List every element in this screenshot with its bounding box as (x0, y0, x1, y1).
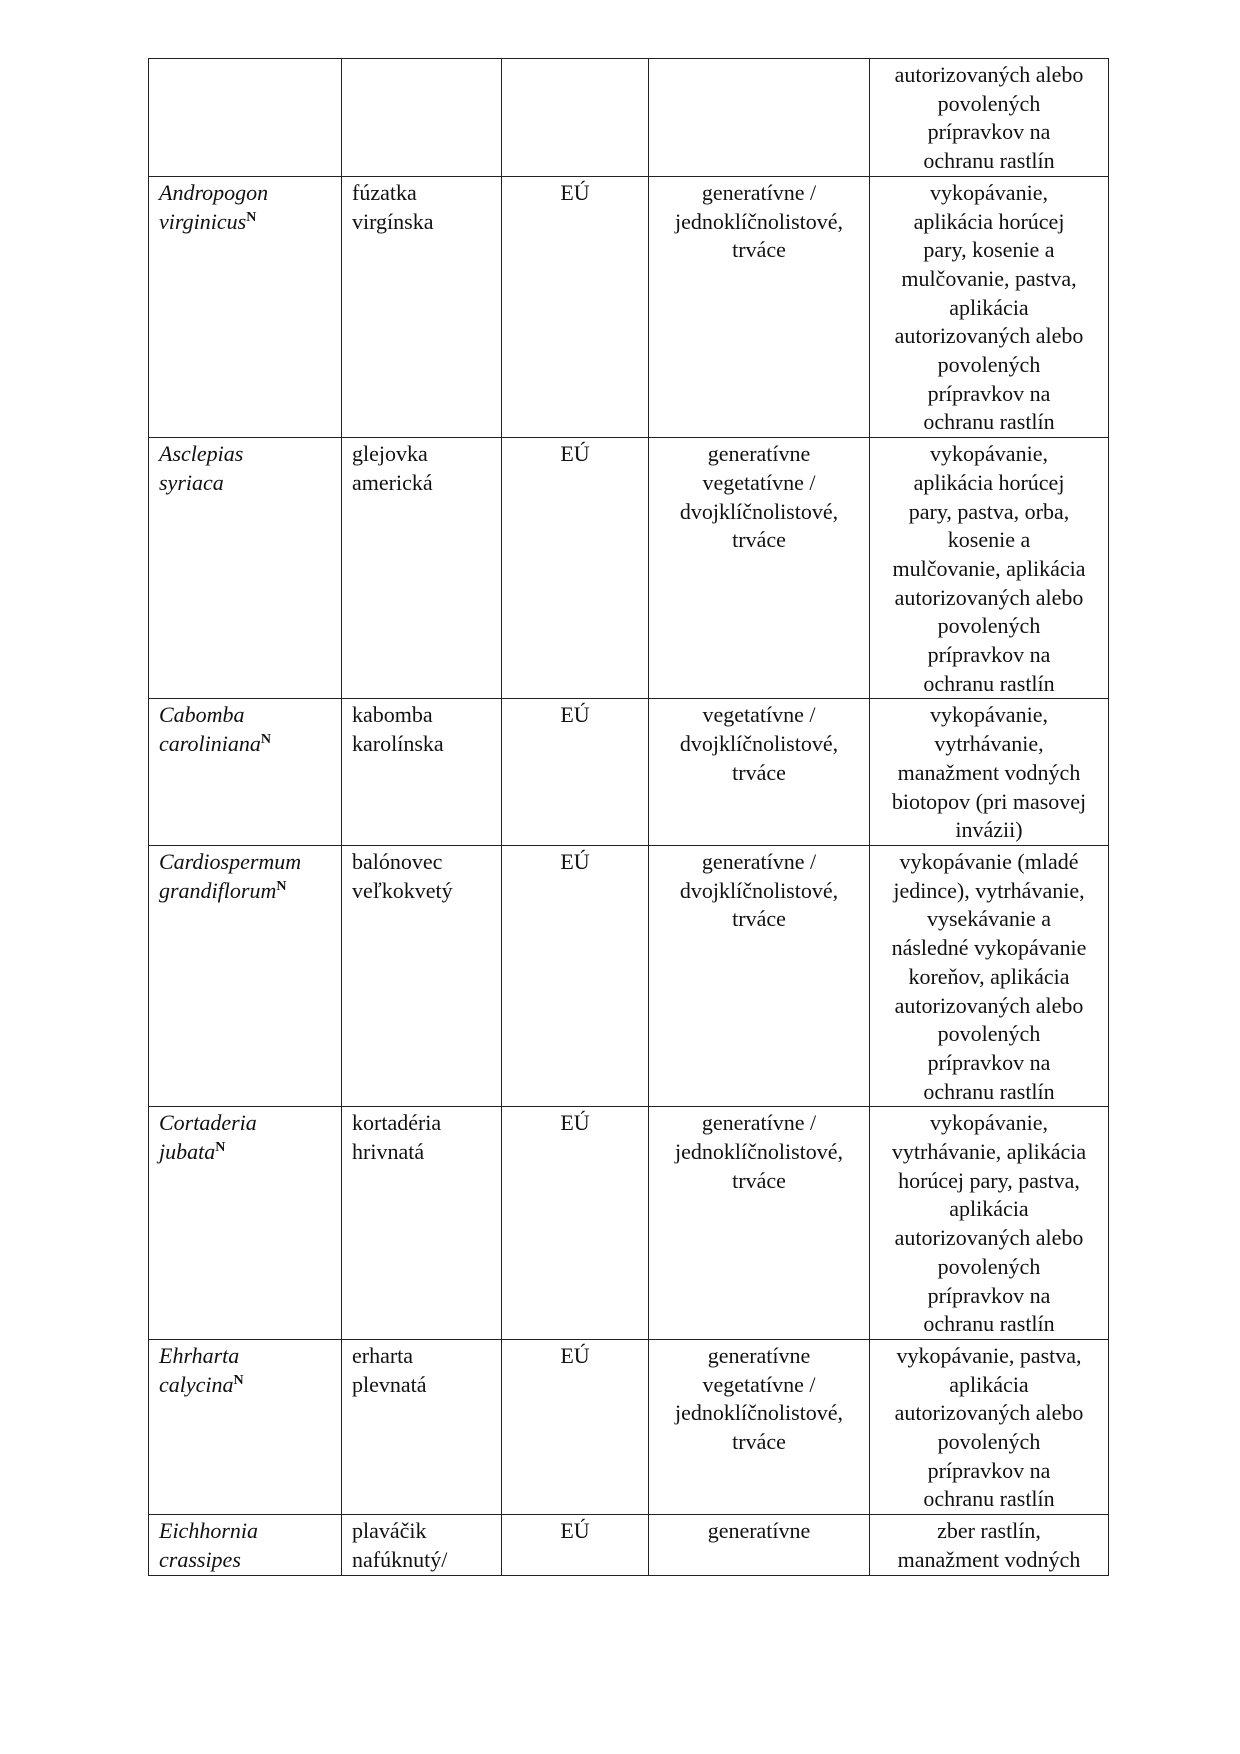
eu-status-cell: EÚ (502, 845, 649, 1106)
control-methods-cell-line: prípravkov na (927, 1049, 1051, 1075)
slovak-name-cell-line: veľkokvetý (352, 877, 453, 903)
reproduction-cell-line: trváce (732, 237, 786, 263)
control-methods-cell-line: manažment vodných (897, 1546, 1081, 1572)
control-methods-cell (870, 1107, 1109, 1340)
control-methods-cell-line: manažment vodných (897, 759, 1081, 785)
table-row (149, 438, 1109, 699)
control-methods-cell-line: aplikácia horúcej (913, 208, 1065, 234)
reproduction-cell-line: generatívne (707, 1342, 811, 1368)
latin-name-cell-line (159, 877, 335, 906)
reproduction-cell (649, 438, 870, 699)
control-methods-cell-line: prípravkov na (927, 1282, 1051, 1308)
reproduction-cell-line: generatívne / (701, 1110, 817, 1136)
latin-name-cell-line: syriaca (159, 469, 224, 495)
slovak-name-cell (342, 438, 502, 699)
control-methods-cell-line: povolených (937, 613, 1041, 639)
slovak-name-cell-line: glejovka (352, 441, 428, 467)
non-native-marker: N (246, 209, 257, 225)
control-methods-cell-line: autorizovaných alebo (894, 992, 1084, 1018)
control-methods-cell (870, 176, 1109, 437)
latin-name-cell-line: Cortaderia (159, 1110, 257, 1136)
control-methods-cell-line: prípravkov na (927, 380, 1051, 406)
latin-name-text: caroliniana (159, 731, 261, 757)
control-methods-cell-line: aplikácia (949, 1196, 1029, 1222)
reproduction-cell-line: vegetatívne / (702, 702, 816, 728)
control-methods-cell-line: autorizovaných alebo (894, 584, 1084, 610)
control-methods-cell-line: povolených (937, 1429, 1041, 1455)
latin-name-text: calycina (159, 1371, 234, 1397)
slovak-name-cell-line: erharta (352, 1342, 414, 1368)
control-methods-cell-line: autorizovaných alebo (894, 1400, 1084, 1426)
species-table-body (149, 59, 1109, 1576)
table-row (149, 1339, 1109, 1514)
control-methods-cell-line: autorizovaných alebo (894, 1225, 1084, 1251)
reproduction-cell-line: trváce (732, 906, 786, 932)
control-methods-cell-line: autorizovaných alebo (894, 323, 1084, 349)
control-methods-cell-line: mulčovanie, pastva, (901, 265, 1077, 291)
control-methods-cell-line: kosenie a (947, 527, 1031, 553)
reproduction-cell-line: vegetatívne / (702, 469, 816, 495)
control-methods-cell-line: zber rastlín, (937, 1518, 1041, 1544)
control-methods-cell-line: aplikácia (949, 1371, 1029, 1397)
control-methods-cell-line: vykopávanie (mladé (899, 848, 1079, 874)
slovak-name-cell-line: karolínska (352, 731, 444, 757)
latin-name-cell (149, 1339, 342, 1514)
latin-name-cell (149, 59, 342, 177)
latin-name-cell (149, 1107, 342, 1340)
control-methods-cell-line: prípravkov na (927, 1457, 1051, 1483)
control-methods-cell-line: povolených (937, 1021, 1041, 1047)
latin-name-cell-line: Ehrharta (159, 1342, 240, 1368)
control-methods-cell-line: povolených (937, 1253, 1041, 1279)
latin-name-text: virginicus (159, 208, 247, 234)
non-native-marker: N (276, 878, 287, 894)
control-methods-cell-line: jedince), vytrhávanie, (893, 877, 1085, 903)
latin-name-cell-line: Andropogon (159, 179, 269, 205)
latin-name-cell-line: Eichhornia (159, 1518, 258, 1544)
control-methods-cell-line: vykopávanie, (930, 179, 1048, 205)
reproduction-cell-line: generatívne / (701, 848, 817, 874)
latin-name-cell (149, 699, 342, 846)
control-methods-cell-line: aplikácia horúcej (913, 469, 1065, 495)
reproduction-cell (649, 1339, 870, 1514)
slovak-name-cell-line: kabomba (352, 702, 433, 728)
control-methods-cell-line: vykopávanie, (930, 702, 1048, 728)
control-methods-cell-line: ochranu rastlín (923, 1078, 1055, 1104)
control-methods-cell-line: pary, pastva, orba, (908, 498, 1070, 524)
reproduction-cell-line: jednoklíčnolistové, (674, 1400, 844, 1426)
slovak-name-cell-line: plaváčik (352, 1518, 427, 1544)
slovak-name-cell (342, 176, 502, 437)
control-methods-cell-line: ochranu rastlín (923, 1311, 1055, 1337)
control-methods-cell (870, 1339, 1109, 1514)
latin-name-text: jubata (159, 1139, 216, 1165)
control-methods-cell (870, 438, 1109, 699)
latin-name-cell (149, 845, 342, 1106)
latin-name-cell-line (159, 208, 335, 237)
slovak-name-cell (342, 59, 502, 177)
reproduction-cell-line: generatívne (707, 1518, 811, 1544)
slovak-name-cell-line: balónovec (352, 848, 443, 874)
table-row (149, 1515, 1109, 1575)
control-methods-cell-line: invázii) (955, 817, 1023, 843)
slovak-name-cell (342, 1515, 502, 1575)
control-methods-cell-line: vykopávanie, pastva, (896, 1342, 1082, 1368)
control-methods-cell-line: vytrhávanie, (934, 731, 1044, 757)
control-methods-cell-line: aplikácia (949, 294, 1029, 320)
latin-name-cell-line (159, 730, 335, 759)
reproduction-cell (649, 59, 870, 177)
control-methods-cell-line: vytrhávanie, aplikácia (891, 1139, 1087, 1165)
reproduction-cell (649, 1515, 870, 1575)
latin-name-cell-line: Cabomba (159, 702, 245, 728)
table-row (149, 845, 1109, 1106)
slovak-name-cell-line: americká (352, 469, 433, 495)
slovak-name-cell-line: nafúknutý/ (352, 1546, 448, 1572)
control-methods-cell-line: ochranu rastlín (923, 670, 1055, 696)
reproduction-cell (649, 845, 870, 1106)
control-methods-cell-line: ochranu rastlín (923, 409, 1055, 435)
control-methods-cell-line: vykopávanie, (930, 441, 1048, 467)
latin-name-text: grandiflorum (159, 877, 277, 903)
reproduction-cell (649, 699, 870, 846)
latin-name-cell (149, 1515, 342, 1575)
control-methods-cell-line: prípravkov na (927, 642, 1051, 668)
latin-name-cell-line: Cardiospermum (159, 848, 302, 874)
latin-name-cell (149, 176, 342, 437)
control-methods-cell-line: koreňov, aplikácia (908, 963, 1070, 989)
latin-name-cell-line: crassipes (159, 1546, 241, 1572)
non-native-marker: N (260, 732, 271, 748)
control-methods-cell-line: povolených (937, 352, 1041, 378)
control-methods-cell-line: povolených (937, 90, 1041, 116)
reproduction-cell-line: dvojklíčnolistové, (679, 877, 839, 903)
eu-status-cell (502, 59, 649, 177)
control-methods-cell (870, 59, 1109, 177)
reproduction-cell-line: generatívne / (701, 179, 817, 205)
slovak-name-cell (342, 1107, 502, 1340)
reproduction-cell-line: jednoklíčnolistové, (674, 1139, 844, 1165)
control-methods-cell-line: prípravkov na (927, 119, 1051, 145)
eu-status-cell: EÚ (502, 699, 649, 846)
control-methods-cell-line: biotopov (pri masovej (891, 788, 1087, 814)
control-methods-cell-line: autorizovaných alebo (894, 62, 1084, 87)
latin-name-cell-line (159, 1138, 335, 1167)
control-methods-cell-line: ochranu rastlín (923, 148, 1055, 174)
reproduction-cell-line: dvojklíčnolistové, (679, 731, 839, 757)
control-methods-cell-line: vysekávanie a (927, 906, 1051, 932)
species-table (148, 58, 1109, 1576)
latin-name-cell-line: Asclepias (159, 441, 244, 467)
reproduction-cell-line: jednoklíčnolistové, (674, 208, 844, 234)
control-methods-cell (870, 699, 1109, 846)
slovak-name-cell (342, 1339, 502, 1514)
control-methods-cell-line: mulčovanie, aplikácia (892, 555, 1086, 581)
control-methods-cell-line: pary, kosenie a (923, 237, 1055, 263)
table-row (149, 699, 1109, 846)
eu-status-cell: EÚ (502, 1515, 649, 1575)
eu-status-cell: EÚ (502, 438, 649, 699)
reproduction-cell-line: dvojklíčnolistové, (679, 498, 839, 524)
slovak-name-cell-line: virgínska (352, 208, 434, 234)
slovak-name-cell-line: fúzatka (352, 179, 417, 205)
latin-name-cell (149, 438, 342, 699)
eu-status-cell: EÚ (502, 176, 649, 437)
control-methods-cell-line: vykopávanie, (930, 1110, 1048, 1136)
table-row (149, 176, 1109, 437)
reproduction-cell-line: trváce (732, 1167, 786, 1193)
reproduction-cell-line: generatívne (707, 441, 811, 467)
slovak-name-cell (342, 845, 502, 1106)
eu-status-cell: EÚ (502, 1107, 649, 1340)
slovak-name-cell-line: plevnatá (352, 1371, 427, 1397)
reproduction-cell (649, 1107, 870, 1340)
control-methods-cell (870, 1515, 1109, 1575)
non-native-marker: N (215, 1140, 226, 1156)
reproduction-cell-line: vegetatívne / (702, 1371, 816, 1397)
control-methods-cell-line: ochranu rastlín (923, 1486, 1055, 1512)
latin-name-cell-line (159, 1371, 335, 1400)
reproduction-cell-line: trváce (732, 527, 786, 553)
table-row (149, 59, 1109, 177)
reproduction-cell-line: trváce (732, 759, 786, 785)
slovak-name-cell-line: kortadéria (352, 1110, 442, 1136)
slovak-name-cell (342, 699, 502, 846)
table-row (149, 1107, 1109, 1340)
eu-status-cell: EÚ (502, 1339, 649, 1514)
slovak-name-cell-line: hrivnatá (352, 1139, 425, 1165)
non-native-marker: N (233, 1372, 244, 1388)
control-methods-cell (870, 845, 1109, 1106)
reproduction-cell-line: trváce (732, 1429, 786, 1455)
reproduction-cell (649, 176, 870, 437)
control-methods-cell-line: následné vykopávanie (891, 935, 1087, 961)
control-methods-cell-line: horúcej pary, pastva, (898, 1167, 1080, 1193)
